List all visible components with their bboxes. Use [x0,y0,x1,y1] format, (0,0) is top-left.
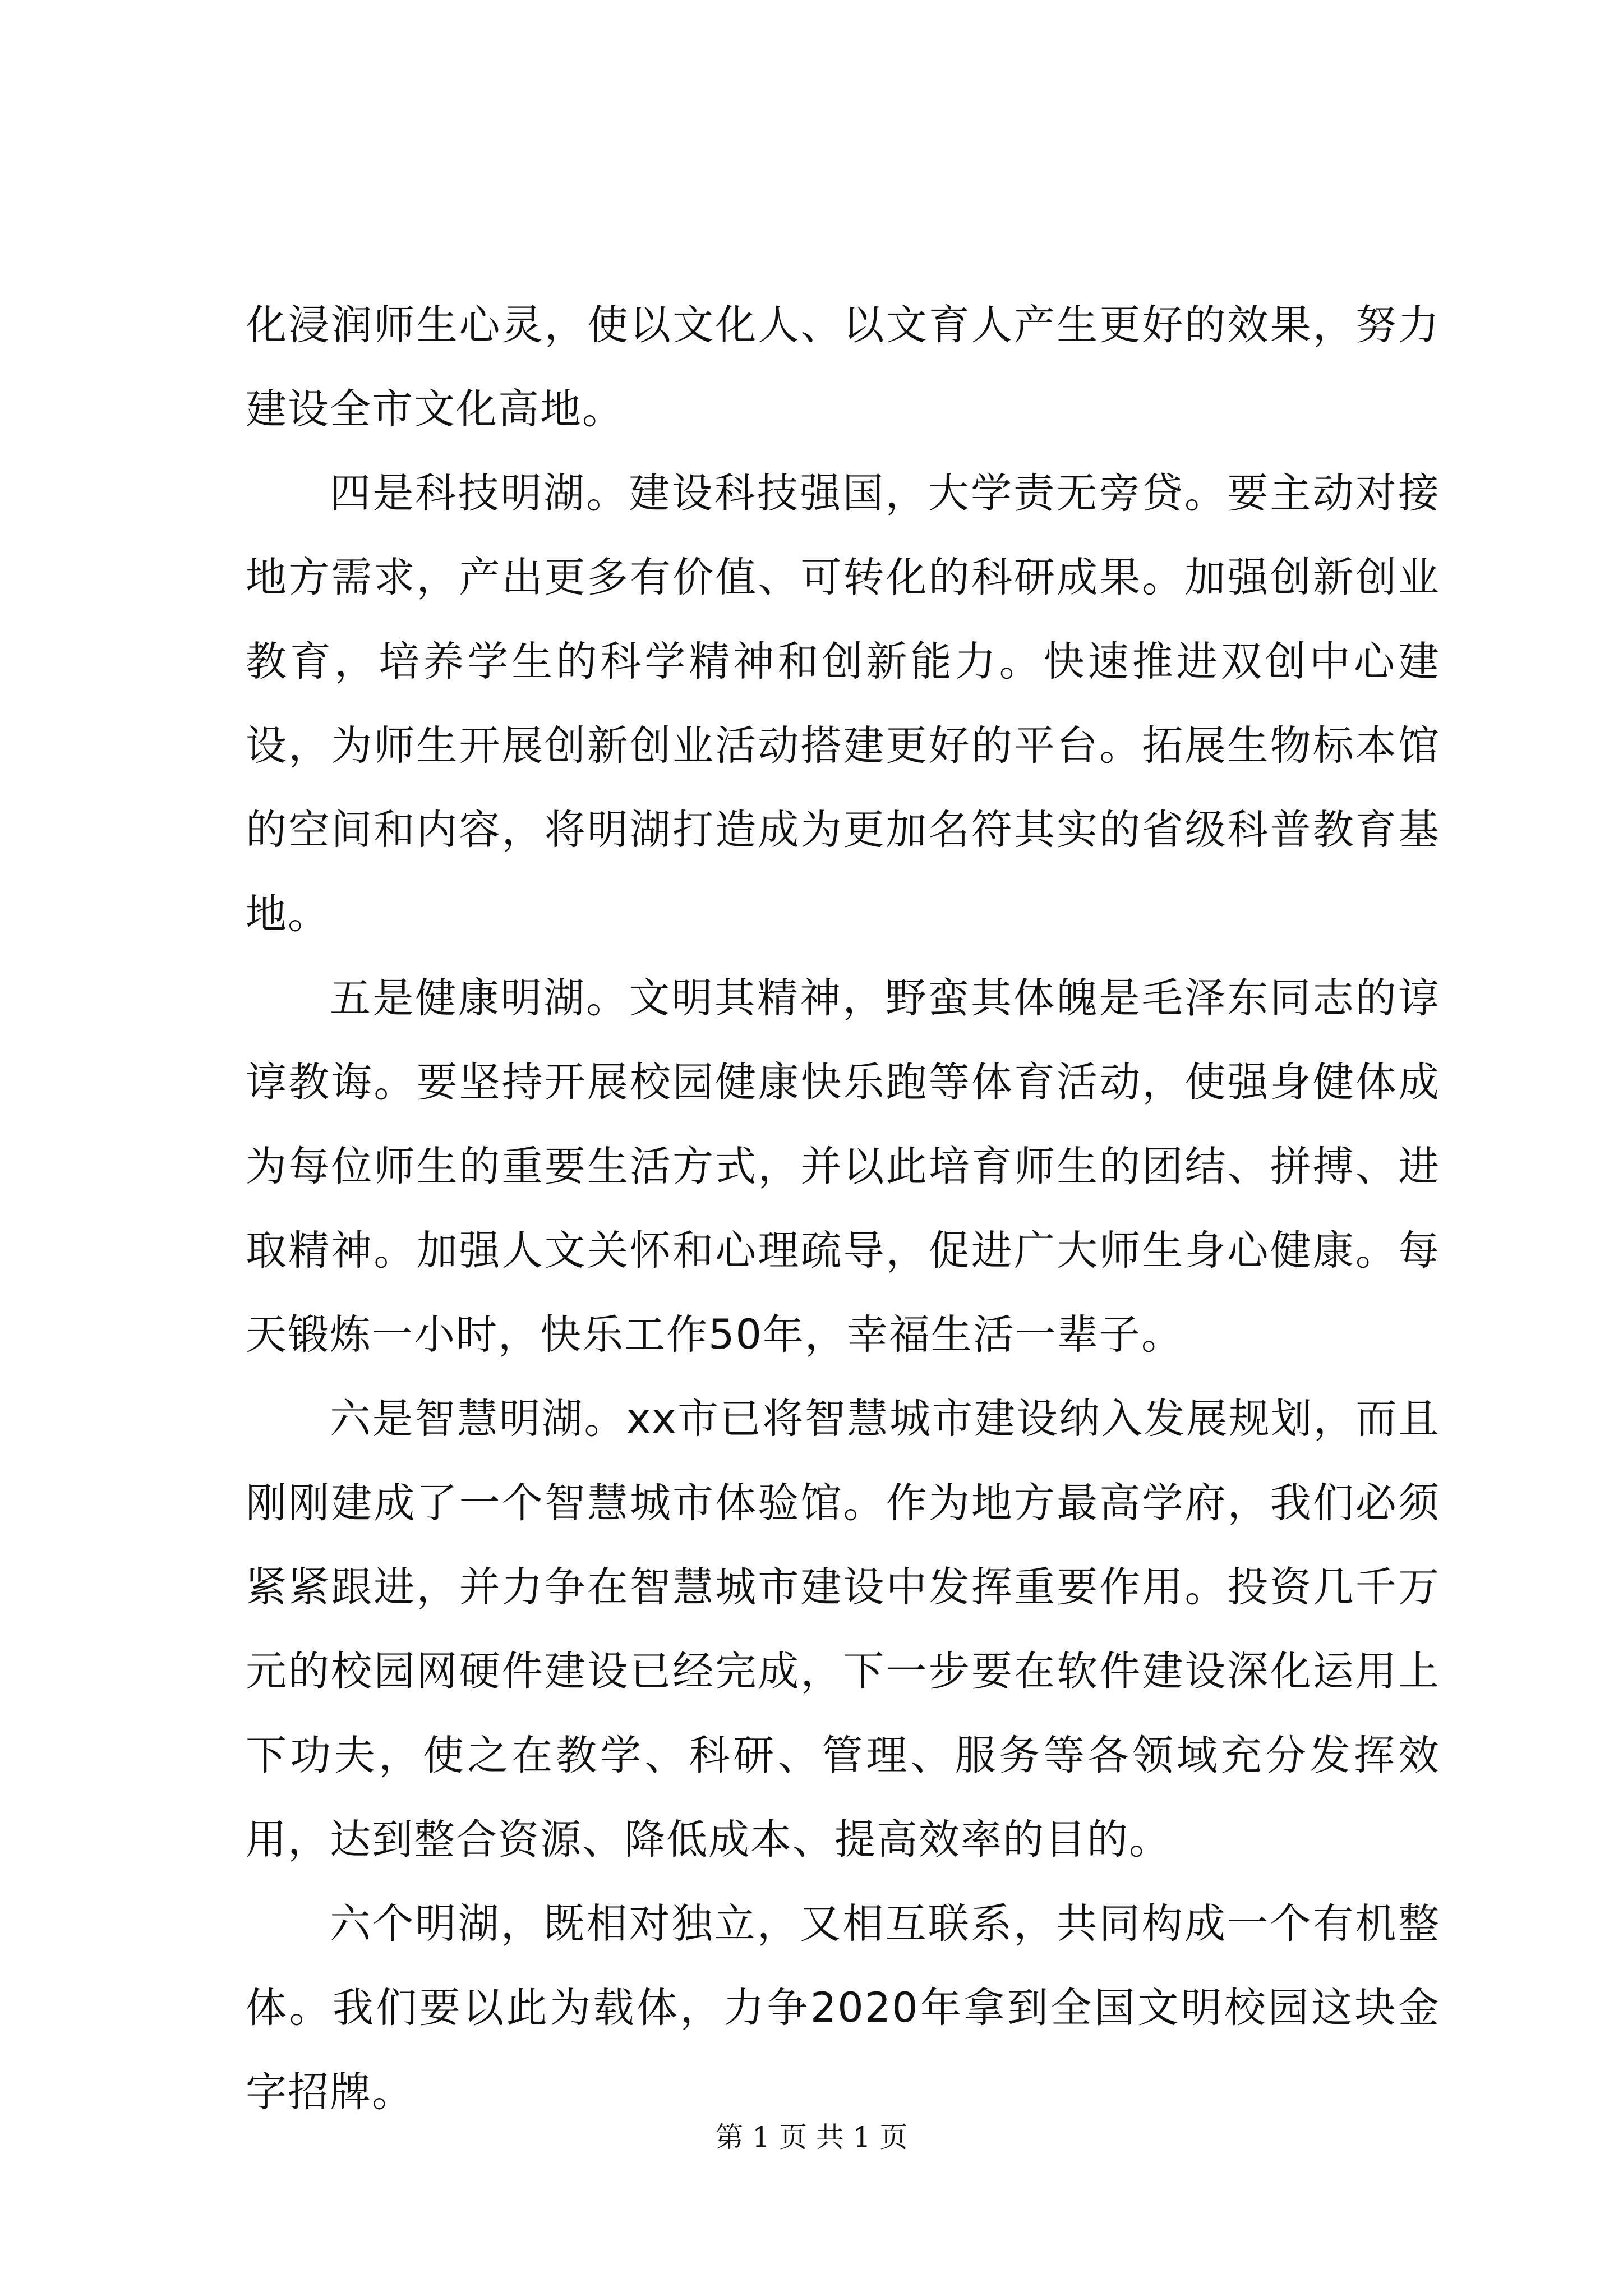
paragraph-tech-minghu: 四是科技明湖。建设科技强国，大学责无旁贷。要主动对接地方需求，产出更多有价值、可转化的科研成果。加强创新创业教育，培养学生的科学精神和创新能力。快速推进双创中心建设，为师生开展创新创业活动搭建更好的平台。拓展生物标本馆的空间和内容，将明湖打造成为更加名符其实的省级科普教育基地。 [246,470,1440,938]
paragraph-health-minghu: 五是健康明湖。文明其精神，野蛮其体魄是毛泽东同志的谆谆教诲。要坚持开展校园健康快乐跑等体育活动，使强身健体成为每位师生的重要生活方式，并以此培育师生的团结、拼搏、进取精神。加强人文关怀和心理疏导，促进广大师生身心健康。每天锻炼一小时，快乐工作50年，幸福生活一辈子。 [246,974,1440,1359]
paragraph-continuation: 化浸润师生心灵，使以文化人、以文育人产生更好的效果，努力建设全市文化高地。 [246,301,1440,433]
paragraph-smart-minghu: 六是智慧明湖。xx市已将智慧城市建设纳入发展规划，而且刚刚建成了一个智慧城市体验馆。作为地方最高学府，我们必须紧紧跟进，并力争在智慧城市建设中发挥重要作用。投资几千万元的校园网硬件建设已经完成，下一步要在软件建设深化运用上下功夫，使之在教学、科研、管理、服务等各领域充分发挥效用，达到整合资源、降低成本、提高效率的目的。 [246,1395,1440,1864]
document-body [246,283,1440,2134]
paragraph-conclusion: 六个明湖，既相对独立，又相互联系，共同构成一个有机整体。我们要以此为载体，力争2020年拿到全国文明校园这块金字招牌。 [246,1900,1440,2116]
page-footer: 第 1 页 共 1 页 [715,2121,908,2154]
